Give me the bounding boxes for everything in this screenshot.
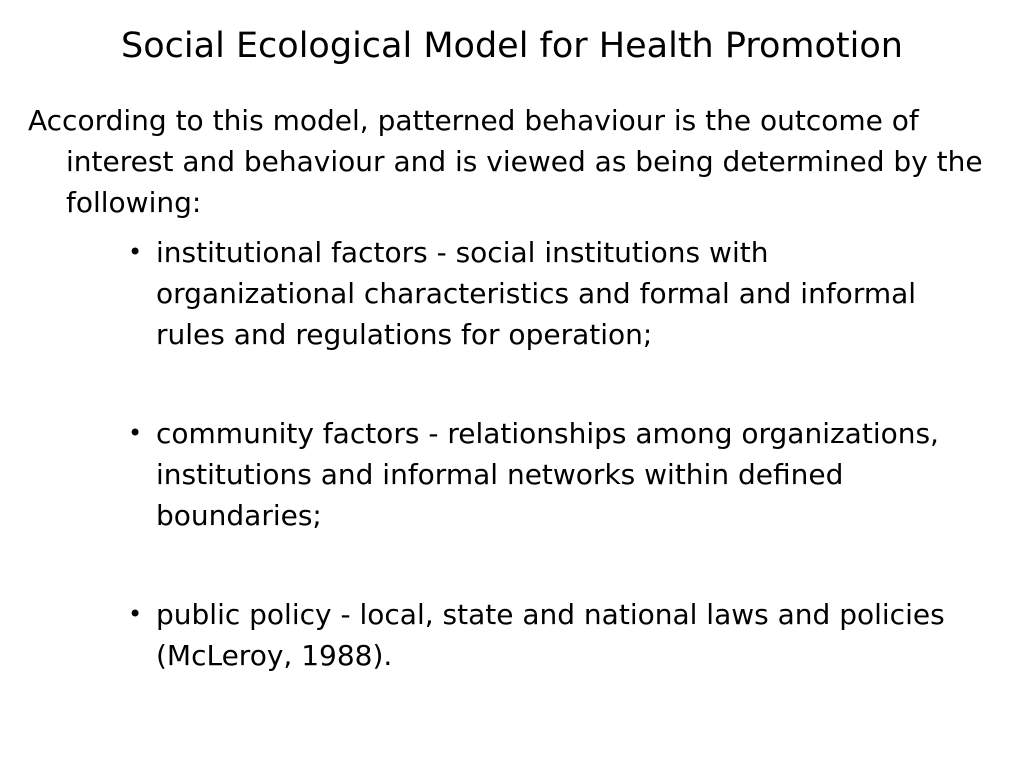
list-item [126,413,976,536]
bullet-icon: • [128,600,143,628]
bullet-text-institutional-factors: institutional factors - social institutions with organizational characteristics and formal and informal rules and regulations for operation; [156,236,917,351]
bullet-icon: • [128,419,143,447]
list-item [126,232,976,355]
bullet-list [126,232,976,676]
intro-paragraph: According to this model, patterned behaviour is the outcome of interest and behaviour and is viewed as being determined by the following: [28,104,983,219]
slide-title: Social Ecological Model for Health Promotion [121,26,903,66]
list-item [126,594,976,676]
bullet-icon: • [128,238,143,266]
bullet-text-public-policy: public policy - local, state and national laws and policies (McLeroy, 1988). [156,598,945,672]
bullet-text-community-factors: community factors - relationships among organizations, institutions and informal networks within defined boundaries; [156,417,939,532]
